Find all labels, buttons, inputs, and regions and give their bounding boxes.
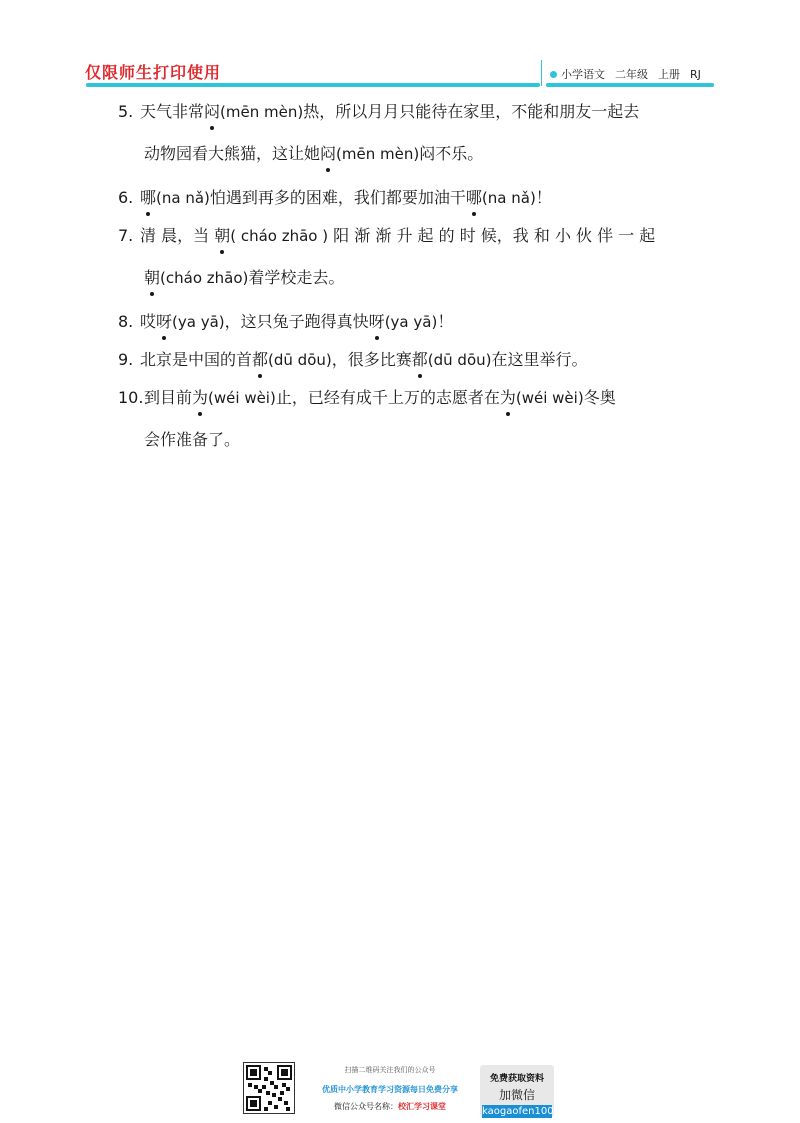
question-text: 会作准备了。: [144, 430, 241, 449]
pinyin-options: (na nǎ): [156, 189, 210, 207]
emphasized-char: 哪: [466, 186, 482, 210]
header-grade: 二年级: [615, 68, 648, 81]
header-divider-left: [86, 83, 540, 87]
emphasized-char: 闷: [204, 100, 220, 124]
qr-code-icon: [243, 1062, 295, 1114]
question-text: 热，所以月月只能待在家里，不能和朋友一起去: [303, 102, 640, 121]
question-line: [118, 386, 718, 410]
header-divider-separator: [541, 60, 542, 86]
question-number: 9.: [118, 350, 134, 369]
question-line: [118, 224, 718, 248]
question-text: 怕遇到再多的困难，我们都要加油干: [209, 188, 466, 207]
pinyin-options: (na nǎ): [481, 189, 536, 207]
question-text: 着学校走去。: [248, 268, 345, 287]
question-item: [118, 224, 718, 290]
pinyin-options: (wéi wèi): [208, 389, 276, 407]
question-text: 清 晨，当: [140, 226, 215, 245]
wechat-badge: [480, 1065, 554, 1117]
question-item: [118, 186, 718, 210]
question-text: 北京是中国的首: [140, 350, 253, 369]
emphasized-char: 哪: [140, 186, 156, 210]
question-number: 5.: [118, 102, 134, 121]
header-subject: 小学语文: [561, 68, 605, 81]
question-text: ，这只兔子跑得真快: [224, 312, 369, 331]
emphasized-char: 都: [412, 348, 428, 372]
question-item: [118, 100, 718, 166]
emphasized-char: 呀: [156, 310, 172, 334]
question-text: ！: [437, 312, 454, 331]
question-item: [118, 386, 718, 452]
question-text: 在这里举行。: [491, 350, 588, 369]
question-list: [118, 100, 718, 452]
pinyin-options: (wéi wèi): [515, 389, 584, 407]
badge-line-3: kaogaofen100: [482, 1106, 554, 1117]
badge-line-1: 免费获取资料: [489, 1074, 544, 1084]
question-text: 天气非常: [140, 102, 205, 121]
question-line: [118, 266, 718, 290]
question-text: 哎: [140, 312, 157, 331]
question-text: 止，已经有成千上万的志愿者在: [275, 388, 500, 407]
header-volume: 上册: [658, 68, 680, 81]
question-line: [118, 428, 718, 452]
pinyin-options: (mēn mèn): [336, 145, 420, 163]
header-edition: RJ: [690, 67, 701, 81]
emphasized-char: 朝: [144, 266, 160, 290]
emphasized-char: 为: [192, 386, 208, 410]
footer-account: [305, 1100, 475, 1114]
header-info: [550, 66, 701, 82]
question-text: ，很多比赛: [331, 350, 412, 369]
question-text: 闷不乐。: [419, 144, 484, 163]
question-number: 6.: [118, 188, 134, 207]
question-text: 到目前: [144, 388, 193, 407]
question-number: 7.: [118, 226, 134, 245]
pinyin-options: ( cháo zhāo ): [230, 227, 329, 245]
question-text: 阳 渐 渐 升 起 的 时 候，我 和 小 伙 伴 一 起: [328, 226, 656, 245]
pinyin-options: (dū dōu): [427, 351, 492, 369]
emphasized-char: 为: [500, 386, 516, 410]
footer-text: [305, 1064, 475, 1114]
pinyin-options: (ya yā): [384, 313, 438, 331]
footer-scan-text: 扫描二维码关注我们的公众号: [344, 1066, 436, 1074]
question-number: 10.: [118, 388, 144, 407]
emphasized-char: 朝: [214, 224, 230, 248]
pinyin-options: (ya yā): [172, 313, 225, 331]
footer-promo-text: 优质中小学教育学习资源每日免费分享: [322, 1085, 458, 1094]
footer-account-name: 校汇学习课堂: [398, 1102, 446, 1111]
question-item: [118, 310, 718, 334]
question-text: 冬奥: [583, 388, 616, 407]
question-line: [118, 100, 718, 124]
pinyin-options: (dū dōu): [268, 351, 332, 369]
question-number: 8.: [118, 312, 134, 331]
question-item: [118, 348, 718, 372]
emphasized-char: 都: [252, 348, 268, 372]
pinyin-options: (mēn mèn): [220, 103, 304, 121]
emphasized-char: 呀: [369, 310, 385, 334]
bullet-dot-icon: [550, 71, 557, 78]
emphasized-char: 闷: [320, 142, 336, 166]
question-text: 动物园看大熊猫，这让她: [144, 144, 321, 163]
question-line: [118, 310, 718, 334]
pinyin-options: (cháo zhāo): [160, 269, 249, 287]
footer-account-label: 微信公众号名称：: [334, 1102, 398, 1111]
badge-line-2: 加微信: [498, 1088, 535, 1102]
question-line: [118, 348, 718, 372]
question-line: [118, 186, 718, 210]
footer: [243, 1062, 563, 1120]
header-divider-right: [546, 83, 714, 87]
question-text: ！: [535, 188, 552, 207]
print-watermark: 仅限师生打印使用: [85, 63, 222, 82]
question-line: [118, 142, 718, 166]
